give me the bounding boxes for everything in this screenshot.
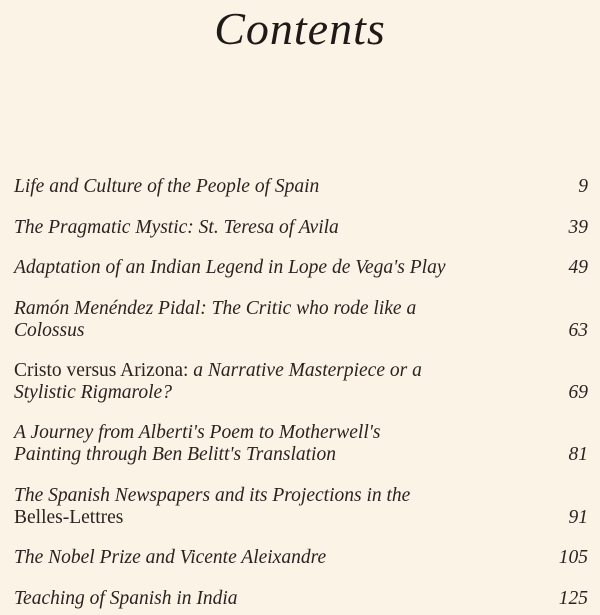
page-number: 125 (558, 588, 588, 609)
toc-entry (14, 547, 588, 569)
entry-title: The Pragmatic Mystic: St. Teresa of Avila (14, 217, 339, 238)
toc-entry (14, 217, 588, 239)
entry-title: The Spanish Newspapers and its Projections in the (14, 485, 411, 506)
entry-title: The Nobel Prize and Vicente Aleixandre (14, 547, 327, 568)
page-number: 9 (578, 176, 588, 197)
toc-entry (14, 257, 588, 279)
toc-entry (14, 176, 588, 198)
page-title: Contents (214, 3, 386, 54)
toc-entry (14, 360, 588, 404)
toc-entry (14, 485, 588, 529)
page-number: 49 (568, 257, 588, 278)
toc-entry (14, 588, 588, 610)
entry-title: Ramón Menéndez Pidal: The Critic who rode like a Colossus (14, 298, 417, 341)
entry-title: a Narrative Masterpiece or a Stylistic Rigmarole? (14, 360, 422, 403)
page-number: 69 (568, 382, 588, 403)
page-number: 39 (568, 217, 588, 238)
entry-title: Teaching of Spanish in India (14, 588, 238, 609)
entry-title: Adaptation of an Indian Legend in Lope de Vega's Play (14, 257, 446, 278)
entry-title: Life and Culture of the People of Spain (14, 176, 320, 197)
page-number: 91 (568, 507, 588, 528)
page-number: 105 (558, 547, 588, 568)
entry-title-roman: Belles-Lettres (14, 507, 124, 528)
entry-title: A Journey from Alberti's Poem to Motherwell's Painting through Ben Belitt's Translation (14, 422, 381, 465)
page-number: 63 (568, 320, 588, 341)
page-number: 81 (568, 444, 588, 465)
toc-entry (14, 298, 588, 342)
toc-entry (14, 422, 588, 466)
entry-title-roman: Cristo versus Arizona: (14, 360, 194, 381)
